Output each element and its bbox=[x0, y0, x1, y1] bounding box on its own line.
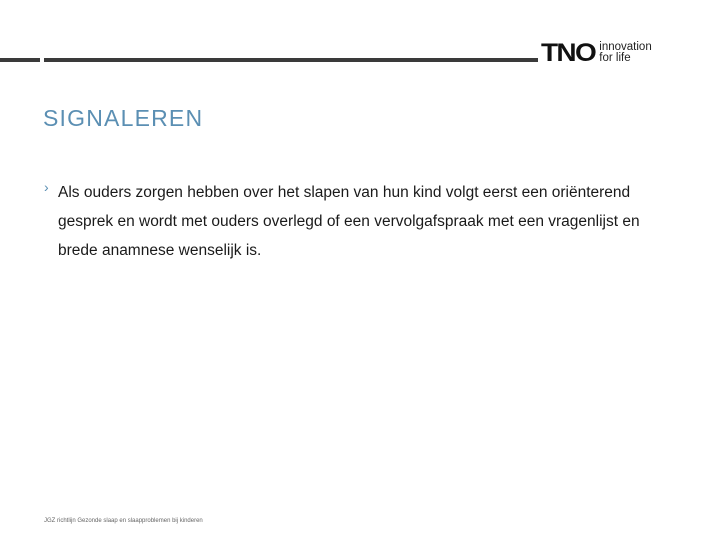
bullet-item bbox=[44, 178, 664, 265]
bullet-chevron-icon: › bbox=[44, 179, 49, 195]
header-rule-left bbox=[0, 58, 40, 62]
slide-title: SIGNALEREN bbox=[43, 105, 204, 131]
logo-mark: TNO bbox=[541, 39, 596, 67]
header-rule bbox=[44, 58, 538, 62]
bullet-text: Als ouders zorgen hebben over het slapen van hun kind volgt eerst een oriënterend gesprek en wordt met ouders overlegd of een vervolgafspraak met een vragenlijst en brede anamnese wenselijk is. bbox=[58, 184, 640, 259]
logo-tagline bbox=[599, 42, 651, 64]
tno-logo bbox=[541, 40, 652, 66]
logo-tagline-line1: innovation bbox=[599, 41, 652, 53]
logo-tagline-line2: for life bbox=[599, 52, 631, 64]
footer-text: JGZ richtlijn Gezonde slaap en slaapproblemen bij kinderen bbox=[44, 518, 203, 524]
